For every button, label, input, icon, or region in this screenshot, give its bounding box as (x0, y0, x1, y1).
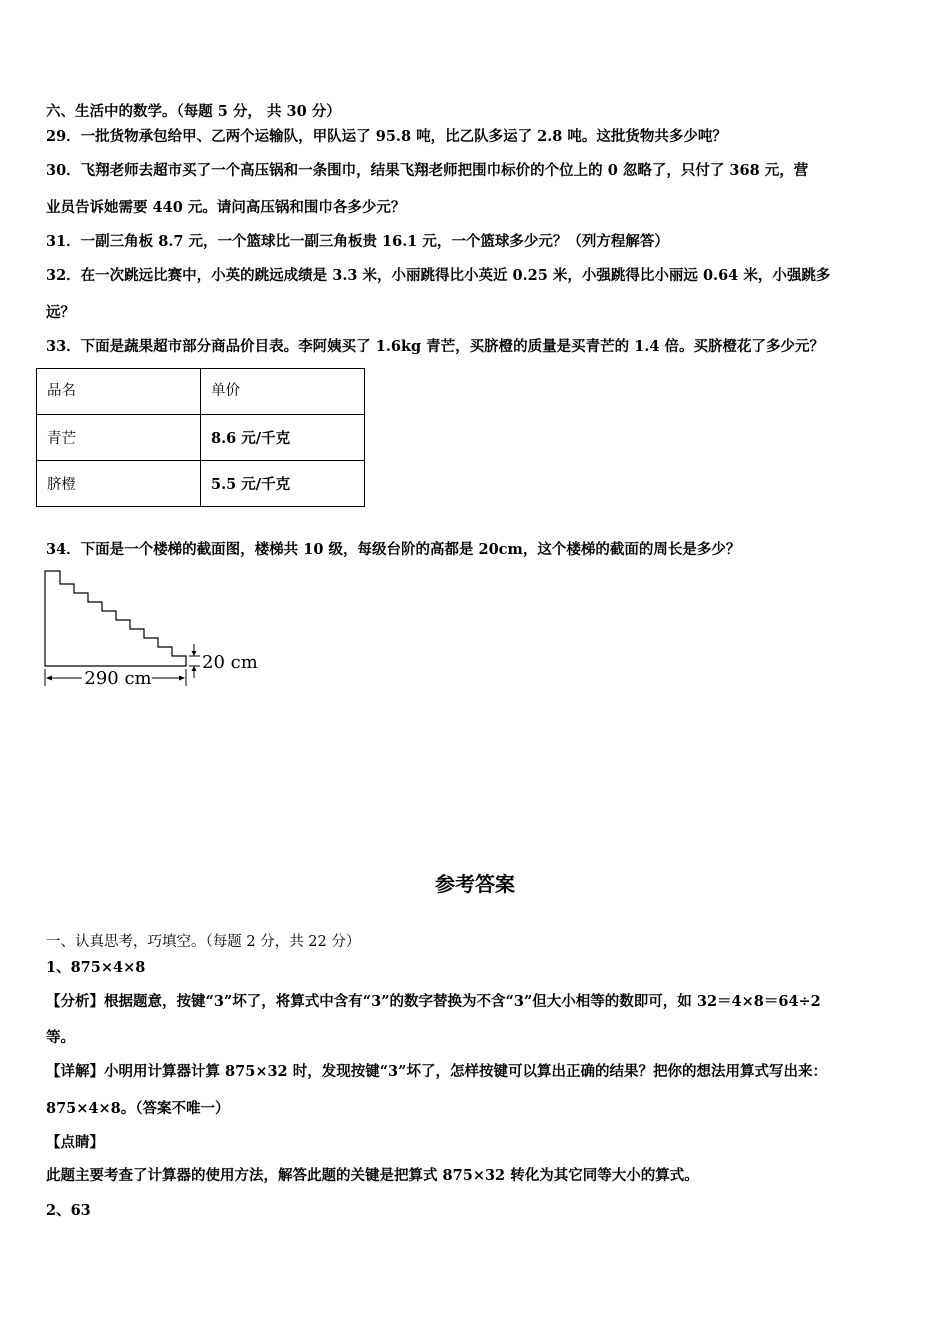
question-30-line2: 业员告诉她需要 440 元。请问高压锅和围巾各多少元？ (46, 199, 406, 216)
answer-1-comment-label: 【点睛】 (46, 1134, 104, 1151)
answer-title: 参考答案 (435, 872, 515, 896)
question-31: 31．一副三角板 8.7 元，一个篮球比一副三角板贵 16.1 元，一个篮球多少元？（列方程解答） (46, 233, 669, 250)
width-label: 290 cm (84, 668, 152, 689)
question-32-line2: 远？ (46, 304, 75, 321)
price-table (36, 368, 365, 507)
answer-section1-heading: 一、认真思考，巧填空。（每题 2 分，共 22 分） (46, 934, 361, 950)
table-cell-price: 8.6 元/千克 (201, 415, 365, 461)
table-cell-name: 脐橙 (37, 461, 201, 507)
table-cell-price: 5.5 元/千克 (201, 461, 365, 507)
staircase-outline (45, 571, 186, 666)
table-cell-name: 青芒 (37, 415, 201, 461)
table-row (37, 415, 365, 461)
answer-1-title: 1、875×4×8 (46, 959, 146, 976)
question-32-line1: 32．在一次跳远比赛中，小英的跳远成绩是 3.3 米，小丽跳得比小英近 0.25 米，小强跳得比小丽远 0.64 米，小强跳多 (46, 267, 831, 284)
question-33: 33．下面是蔬果超市部分商品价目表。李阿姨买了 1.6kg 青芒，买脐橙的质量是买青芒的 1.4 倍。买脐橙花了多少元？ (46, 338, 825, 355)
step-height-label: 20 cm (202, 652, 258, 673)
answer-1-detail-line1: 【详解】小明用计算器计算 875×32 时，发现按键“3”坏了，怎样按键可以算出正确的结果？把你的想法用算式写出来： (46, 1063, 827, 1080)
answer-2-title: 2、63 (46, 1202, 91, 1219)
staircase-figure (40, 566, 270, 690)
table-header-price: 单价 (201, 369, 365, 415)
answer-1-analysis-line1: 【分析】根据题意，按键“3”坏了，将算式中含有“3”的数字替换为不含“3”但大小相等的数即可，如 32＝4×8＝64÷2 (46, 993, 821, 1010)
answer-1-detail-line2: 875×4×8。（答案不唯一） (46, 1100, 230, 1117)
question-30-line1: 30．飞翔老师去超市买了一个高压锅和一条围巾，结果飞翔老师把围巾标价的个位上的 0 忽略了，只付了 368 元，营 (46, 162, 809, 179)
section6-heading: 六、生活中的数学。（每题 5 分， 共 30 分） (46, 103, 341, 120)
question-34: 34．下面是一个楼梯的截面图，楼梯共 10 级，每级台阶的高都是 20cm，这个楼梯的截面的周长是多少？ (46, 541, 741, 558)
table-header-row (37, 369, 365, 415)
table-header-name: 品名 (37, 369, 201, 415)
question-29: 29．一批货物承包给甲、乙两个运输队，甲队运了 95.8 吨，比乙队多运了 2.8 吨。这批货物共多少吨？ (46, 128, 727, 145)
table-row (37, 461, 365, 507)
answer-1-comment: 此题主要考查了计算器的使用方法，解答此题的关键是把算式 875×32 转化为其它同等大小的算式。 (46, 1167, 699, 1184)
answer-1-analysis-line2: 等。 (46, 1029, 75, 1046)
